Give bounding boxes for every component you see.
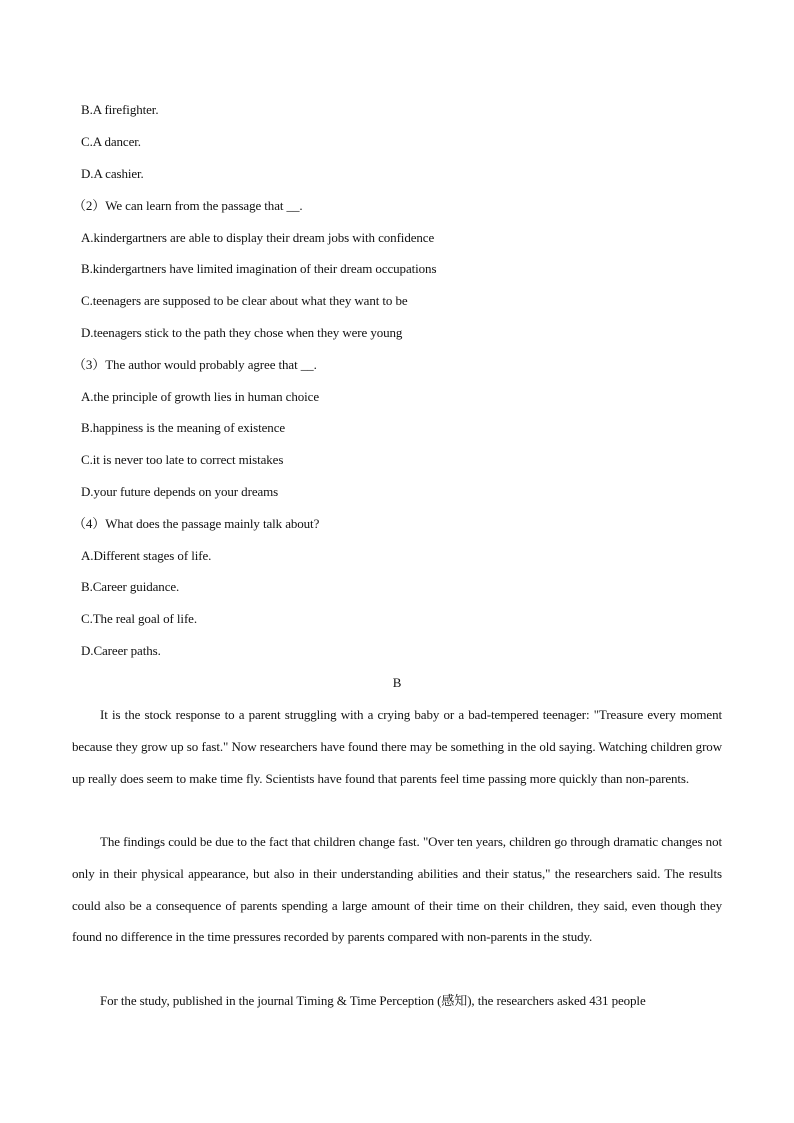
q2-option-b: B.kindergartners have limited imagination of their dream occupations (81, 261, 437, 276)
q2-option-a: A.kindergartners are able to display their dream jobs with confidence (81, 230, 435, 245)
passage-paragraph-3: For the study, published in the journal Timing & Time Perception (感知), the researchers asked 431 people (100, 993, 646, 1008)
q3-stem: （3）The author would probably agree that __. (73, 357, 317, 372)
passage-paragraph-1: It is the stock response to a parent struggling with a crying baby or a bad-tempered teenager: "Treasure every moment because they grow up so fast." Now researchers have found there may be something in the old saying. Watching children grow up really does seem to make time fly. Scientists have found that parents feel time passing more quickly than non-parents. (72, 707, 722, 786)
q4-option-a: A.Different stages of life. (81, 548, 212, 563)
q4-option-c: C.The real goal of life. (81, 611, 197, 626)
q2-option-d: D.teenagers stick to the path they chose when they were young (81, 325, 403, 340)
q1-option-b: B.A firefighter. (81, 102, 159, 117)
q4-option-d: D.Career paths. (81, 643, 161, 658)
q2-option-c: C.teenagers are supposed to be clear about what they want to be (81, 293, 408, 308)
q2-stem: （2）We can learn from the passage that __. (73, 198, 303, 213)
section-heading: B (392, 675, 402, 690)
q1-option-d: D.A cashier. (81, 166, 144, 181)
q4-stem: （4）What does the passage mainly talk about? (73, 516, 320, 531)
q4-option-b: B.Career guidance. (81, 579, 180, 594)
passage-paragraph-2: The findings could be due to the fact that children change fast. "Over ten years, children go through dramatic changes not only in their physical appearance, but also in their understanding abilities and their status," the researchers said. The results could also be a consequence of parents spending a large amount of their time on their children, they said, even though they found no difference in the time pressures recorded by parents compared with non-parents in the study. (72, 834, 722, 945)
q1-option-c: C.A dancer. (81, 134, 141, 149)
q3-option-d: D.your future depends on your dreams (81, 484, 279, 499)
q3-option-c: C.it is never too late to correct mistakes (81, 452, 284, 467)
q3-option-a: A.the principle of growth lies in human choice (81, 389, 320, 404)
q3-option-b: B.happiness is the meaning of existence (81, 420, 286, 435)
